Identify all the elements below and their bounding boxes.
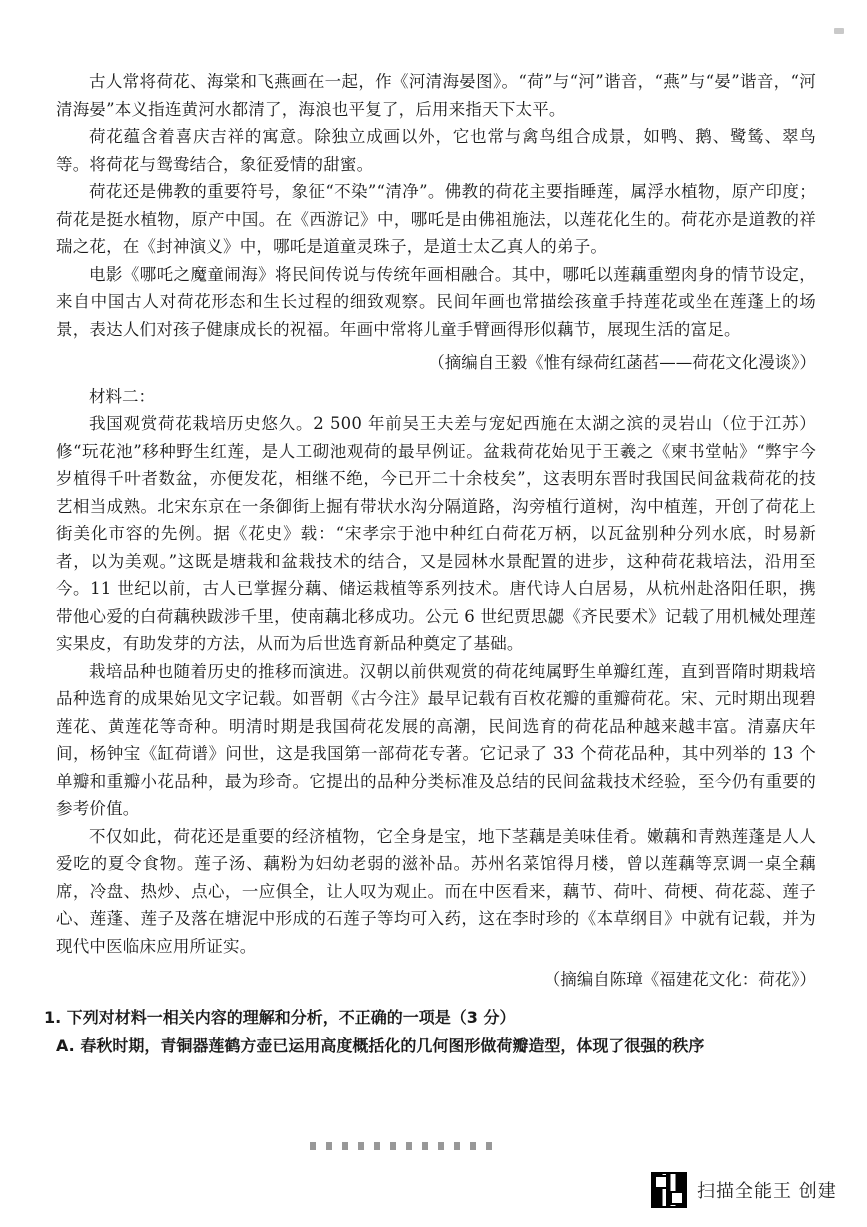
cut-off-text-line xyxy=(310,1142,500,1150)
scan-mark xyxy=(834,28,844,34)
question-option-a: A. 春秋时期，青铜器莲鹤方壶已运用高度概括化的几何图形做荷瓣造型，体现了很强的秩序 xyxy=(56,1035,705,1055)
document-body xyxy=(44,68,816,1060)
material1-source: （摘编自王毅《惟有绿荷红菡萏——荷花文化漫谈》） xyxy=(428,353,816,372)
material2-paragraph-1: 我国观赏荷花栽培历史悠久。2 500 年前吴王夫差与宠妃西施在太湖之滨的灵岩山（位于江苏）修“玩花池”移种野生红莲，是人工砌池观荷的最早例证。盆栽荷花始见于王羲之《柬书堂帖》“弊宇今岁植得千叶者数盆，亦便发花，相继不绝，今已开二十余枝矣”，这表明东晋时我国民间盆栽荷花的技艺相当成熟。北宋东京在一条御街上掘有带状水沟分隔道路，沟旁植行道树，沟中植莲，开创了荷花上街美化市容的先例。据《花史》载：“宋孝宗于池中种红白荷花万柄，以瓦盆别种分列水底，时易新者，以为美观。”这既是塘栽和盆栽技术的结合，又是园林水景配置的进步，这种荷花栽培法，沿用至今。11 世纪以前，古人已掌握分藕、储运栽植等系列技术。唐代诗人白居易，从杭州赴洛阳任职，携带他心爱的白荷藕秧跋涉千里，使南藕北移成功。公元 6 世纪贾思勰《齐民要术》记载了用机械处理莲实果皮，有助发芽的方法，从而为后世选育新品种奠定了基础。 xyxy=(56,414,816,653)
material1-paragraph-2: 荷花蕴含着喜庆吉祥的寓意。除独立成画以外，它也常与禽鸟组合成景，如鸭、鹅、鹭鸶、翠鸟等。将荷花与鸳鸯结合，象征爱情的甜蜜。 xyxy=(56,127,816,174)
material1-paragraph-1: 古人常将荷花、海棠和飞燕画在一起，作《河清海晏图》。“荷”与“河”谐音，“燕”与“晏”谐音，“河清海晏”本义指连黄河水都清了，海浪也平复了，后用来指天下太平。 xyxy=(56,72,816,119)
material1-paragraph-3: 荷花还是佛教的重要符号，象征“不染”“清净”。佛教的荷花主要指睡莲，属浮水植物，原产印度；荷花是挺水植物，原产中国。在《西游记》中，哪吒是由佛祖施法，以莲花化生的。荷花亦是道教的祥瑞之花，在《封神演义》中，哪吒是道童灵珠子，是道士太乙真人的弟子。 xyxy=(56,182,816,256)
question-stem: 1. 下列对材料一相关内容的理解和分析，不正确的一项是（3 分） xyxy=(44,1007,516,1027)
material2-paragraph-2: 栽培品种也随着历史的推移而演进。汉朝以前供观赏的荷花纯属野生单瓣红莲，直到晋隋时期栽培品种选育的成果始见文字记载。如晋朝《古今注》最早记载有百枚花瓣的重瓣荷花。宋、元时期出现碧莲花、黄莲花等奇种。明清时期是我国荷花发展的高潮，民间选育的荷花品种越来越丰富。清嘉庆年间，杨钟宝《缸荷谱》问世，这是我国第一部荷花专著。它记录了 33 个荷花品种，其中列举的 13 个单瓣和重瓣小花品种，最为珍奇。它提出的品种分类标准及总结的民间盆栽技术经验，至今仍有重要的参考价值。 xyxy=(56,661,816,818)
material2-paragraph-3: 不仅如此，荷花还是重要的经济植物，它全身是宝，地下茎藕是美味佳肴。嫩藕和青熟莲蓬是人人爱吃的夏令食物。莲子汤、藕粉为妇幼老弱的滋补品。苏州名菜馆得月楼，曾以莲藕等烹调一桌全藕席，冷盘、热炒、点心，一应俱全，让人叹为观止。而在中医看来，藕节、荷叶、荷梗、荷花蕊、莲子心、莲蓬、莲子及落在塘泥中形成的石莲子等均可入药，这在李时珍的《本草纲目》中就有记载，并为现代中医临床应用所证实。 xyxy=(56,826,816,956)
scanner-watermark xyxy=(651,1170,837,1210)
material2-heading: 材料二： xyxy=(89,386,155,406)
material2-source: （摘编自陈璋《福建花文化：荷花》） xyxy=(543,970,816,989)
watermark-text: 扫描全能王 创建 xyxy=(697,1181,837,1202)
qr-code-icon xyxy=(651,1172,687,1208)
material1-paragraph-4: 电影《哪吒之魔童闹海》将民间传说与传统年画相融合。其中，哪吒以莲藕重塑肉身的情节设定，来自中国古人对荷花形态和生长过程的细致观察。民间年画也常描绘孩童手持莲花或坐在莲蓬上的场景，表达人们对孩子健康成长的祝福。年画中常将儿童手臂画得形似藕节，展现生活的富足。 xyxy=(56,264,816,339)
